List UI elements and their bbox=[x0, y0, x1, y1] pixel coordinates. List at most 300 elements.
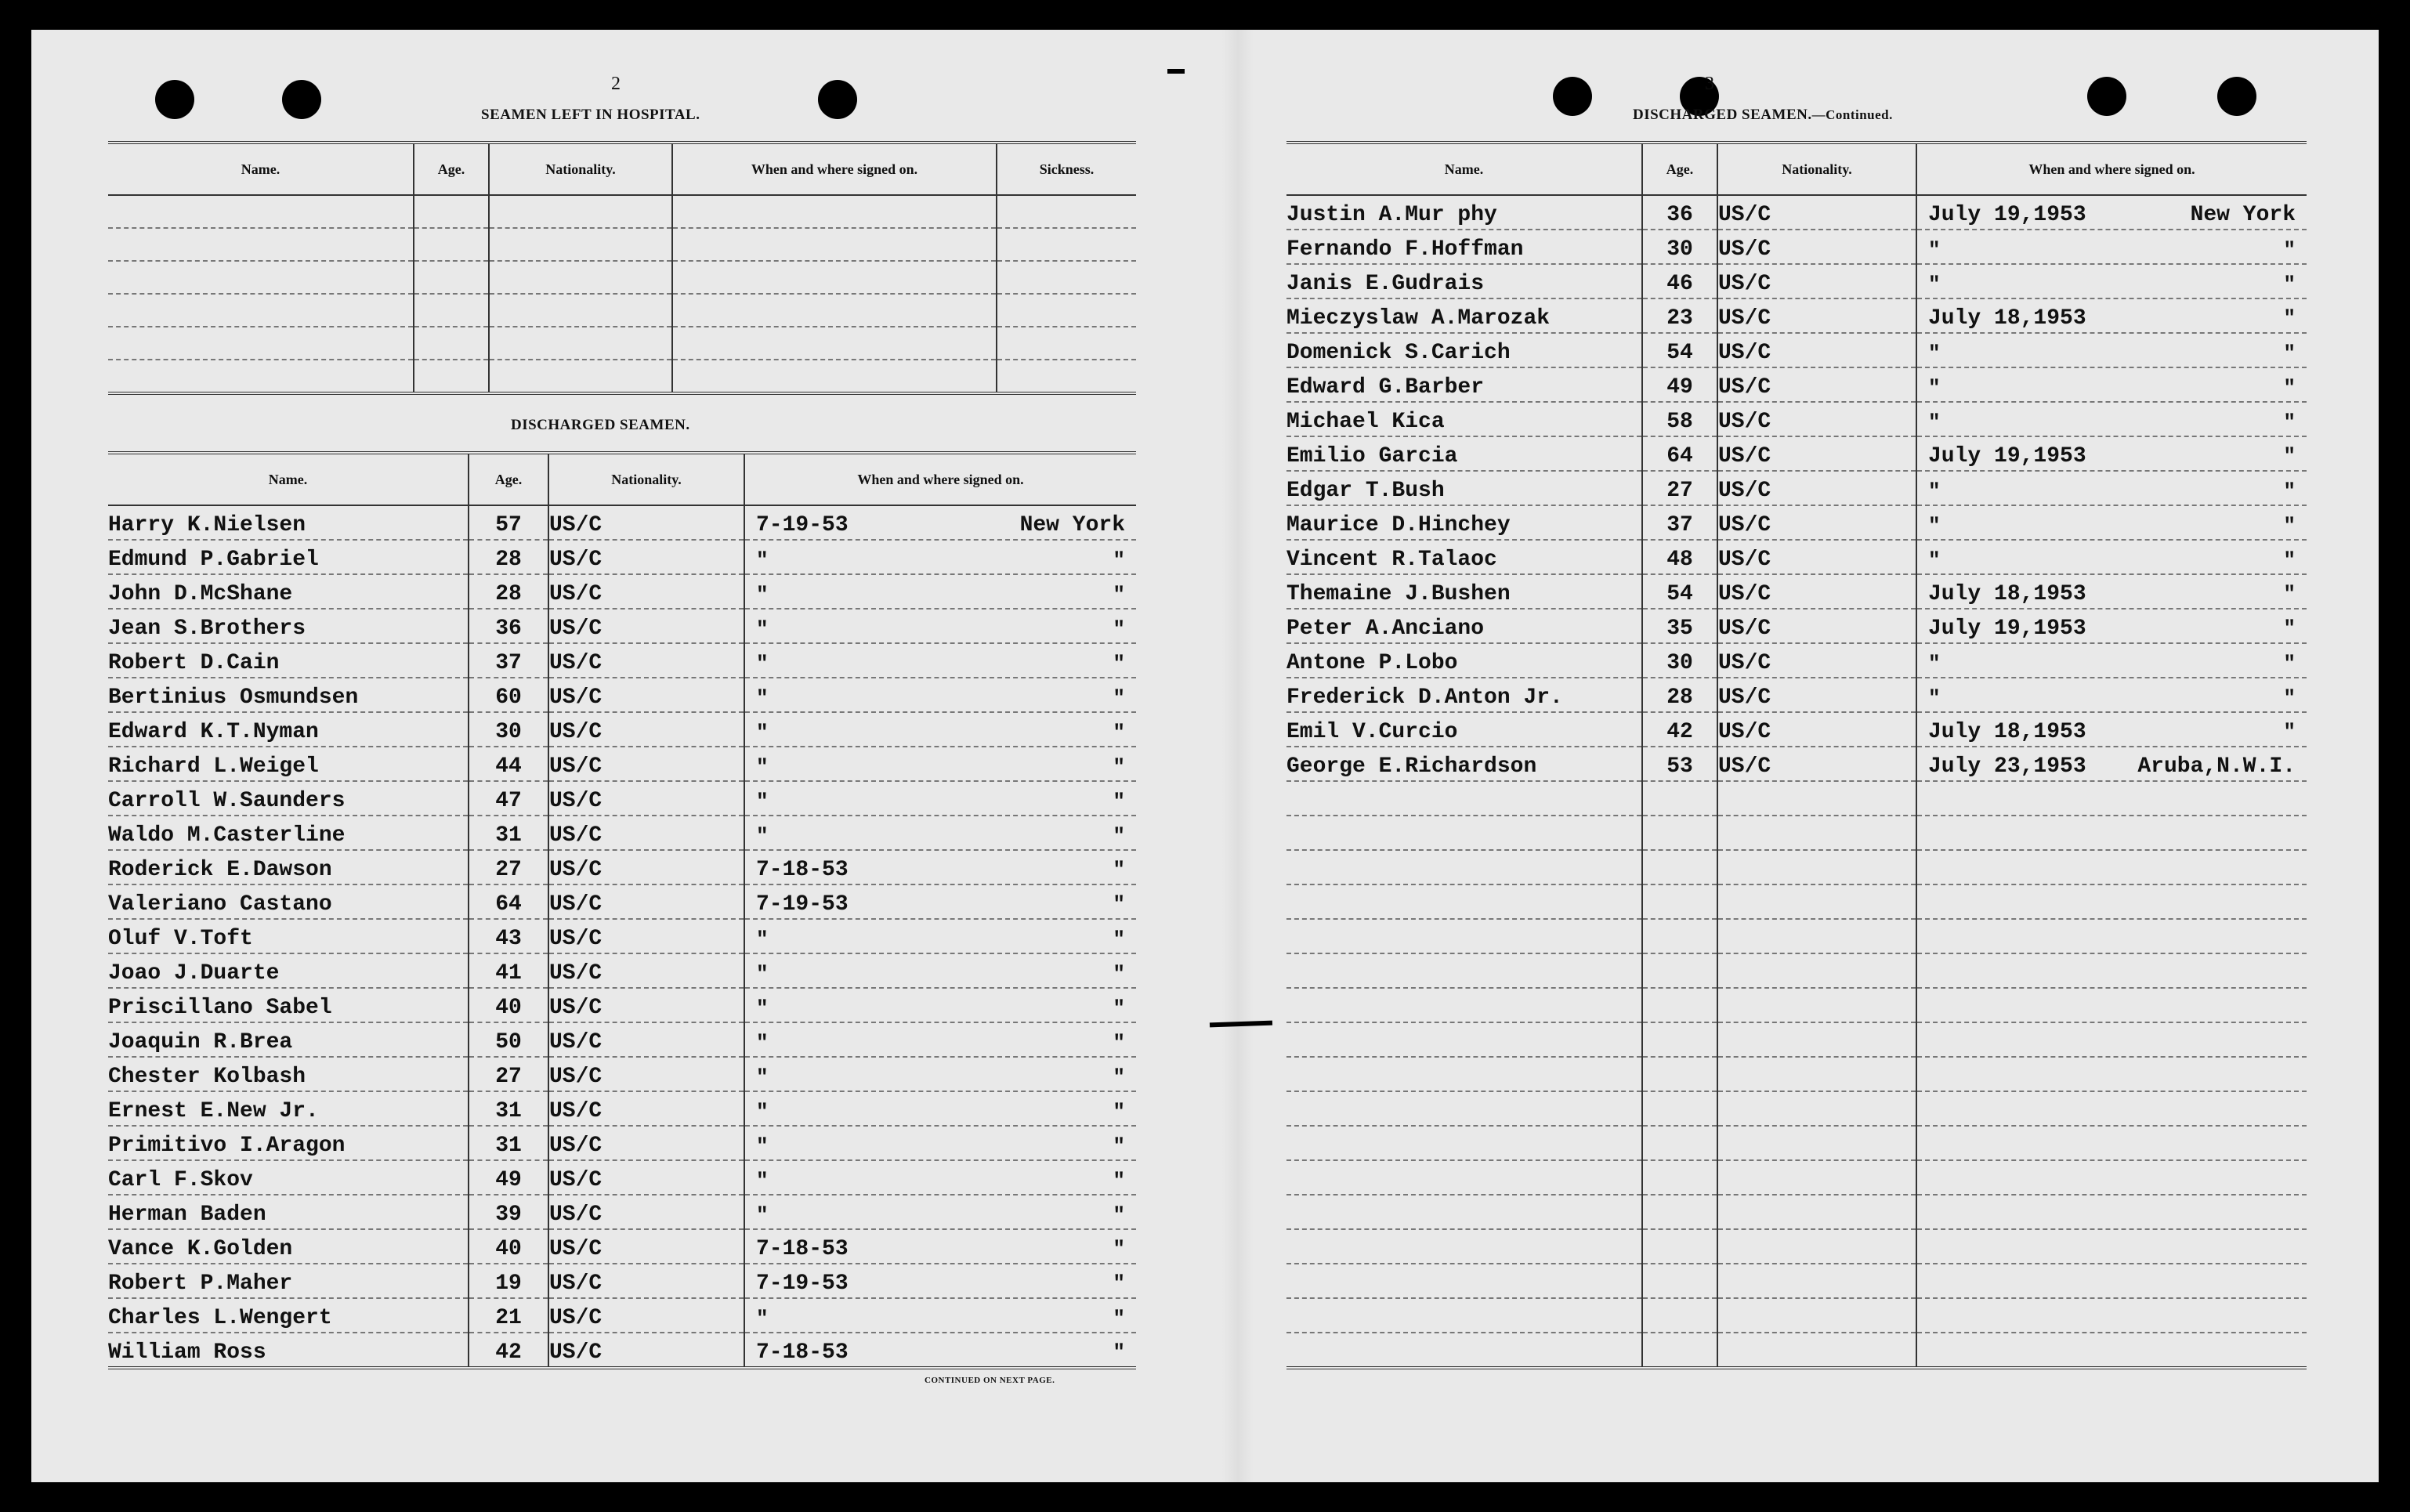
table-row bbox=[1286, 230, 2307, 264]
seaman-nationality bbox=[1717, 298, 1916, 333]
table-row bbox=[108, 360, 1136, 393]
column-header: Nationality. bbox=[489, 143, 672, 195]
seaman-nationality-text: US/C bbox=[549, 1099, 602, 1123]
seaman-name-text: Roderick E.Dawson bbox=[108, 858, 332, 882]
signed-date: " bbox=[1928, 686, 1941, 710]
signed-on-pair bbox=[1917, 444, 2307, 470]
table-row bbox=[1286, 850, 2307, 884]
table-row bbox=[108, 712, 1136, 747]
empty-cell bbox=[1916, 884, 2307, 919]
signed-on-pair bbox=[1917, 479, 2307, 505]
empty-cell bbox=[1642, 1195, 1717, 1229]
empty-cell bbox=[1916, 1022, 2307, 1057]
seaman-name-text: Charles L.Wengert bbox=[108, 1306, 332, 1330]
signed-place: " bbox=[2283, 444, 2296, 468]
seaman-age bbox=[469, 574, 548, 609]
signed-on-pair bbox=[1917, 686, 2307, 711]
page-fold bbox=[1222, 30, 1254, 1482]
seaman-nationality bbox=[548, 1264, 744, 1298]
signed-place: " bbox=[1113, 652, 1125, 675]
seaman-nationality bbox=[1717, 747, 1916, 781]
signed-date: " bbox=[756, 755, 769, 779]
signed-date: " bbox=[756, 1203, 769, 1227]
empty-cell bbox=[414, 195, 489, 228]
seaman-name-text: Mieczyslaw A.Marozak bbox=[1286, 306, 1551, 331]
signed-date: " bbox=[1928, 514, 1941, 537]
seaman-name bbox=[108, 643, 469, 678]
signed-on-cell bbox=[1916, 195, 2307, 230]
signed-on-cell bbox=[744, 609, 1136, 643]
empty-cell bbox=[1916, 1264, 2307, 1298]
seaman-age bbox=[1642, 609, 1717, 643]
punch-hole bbox=[2087, 77, 2126, 116]
seaman-name bbox=[1286, 712, 1642, 747]
seaman-nationality-text: US/C bbox=[549, 1306, 602, 1330]
seaman-name-text: Themaine J.Bushen bbox=[1286, 582, 1511, 606]
empty-cell bbox=[1286, 884, 1642, 919]
column-header: Sickness. bbox=[997, 143, 1136, 195]
seaman-nationality bbox=[548, 781, 744, 816]
seaman-age bbox=[469, 953, 548, 988]
table-row bbox=[108, 228, 1136, 261]
signed-on-pair bbox=[1917, 306, 2307, 332]
seaman-name-text: Edmund P.Gabriel bbox=[108, 548, 319, 572]
empty-cell bbox=[1642, 1264, 1717, 1298]
signed-date: " bbox=[756, 686, 769, 710]
seaman-name bbox=[108, 1298, 469, 1333]
seaman-name bbox=[1286, 195, 1642, 230]
signed-on-pair bbox=[745, 617, 1136, 642]
seaman-age bbox=[469, 505, 548, 540]
empty-cell bbox=[1916, 1126, 2307, 1160]
table-row bbox=[1286, 505, 2307, 540]
empty-cell bbox=[489, 294, 672, 327]
signed-date: July 18,1953 bbox=[1928, 582, 2086, 606]
empty-cell bbox=[1286, 1022, 1642, 1057]
column-header: Name. bbox=[1286, 143, 1642, 195]
seaman-nationality bbox=[1717, 436, 1916, 471]
empty-cell bbox=[1717, 988, 1916, 1022]
signed-on-pair bbox=[1917, 238, 2307, 263]
seaman-nationality bbox=[548, 850, 744, 884]
signed-on-cell bbox=[744, 816, 1136, 850]
seaman-age-text: 57 bbox=[495, 513, 522, 537]
seaman-age bbox=[469, 643, 548, 678]
empty-cell bbox=[997, 195, 1136, 228]
table-row bbox=[1286, 1195, 2307, 1229]
empty-cell bbox=[672, 261, 997, 294]
seaman-nationality-text: US/C bbox=[1718, 617, 1771, 641]
seaman-age-text: 46 bbox=[1666, 272, 1693, 296]
empty-cell bbox=[1642, 1160, 1717, 1195]
empty-cell bbox=[1286, 1298, 1642, 1333]
signed-on-cell bbox=[1916, 747, 2307, 781]
signed-on-cell bbox=[1916, 402, 2307, 436]
table-row bbox=[1286, 781, 2307, 816]
signed-place: " bbox=[2283, 720, 2296, 743]
signed-on-pair bbox=[1917, 273, 2307, 298]
seaman-age bbox=[1642, 643, 1717, 678]
signed-place: " bbox=[2283, 617, 2296, 640]
signed-place: " bbox=[1113, 755, 1125, 779]
empty-cell bbox=[672, 228, 997, 261]
empty-cell bbox=[1717, 1195, 1916, 1229]
seaman-age-text: 64 bbox=[495, 892, 522, 917]
table-row bbox=[1286, 1091, 2307, 1126]
empty-cell bbox=[1717, 1264, 1916, 1298]
empty-cell bbox=[414, 327, 489, 360]
seaman-name bbox=[108, 953, 469, 988]
seaman-name bbox=[108, 1057, 469, 1091]
table-row bbox=[108, 816, 1136, 850]
empty-cell bbox=[1286, 919, 1642, 953]
seaman-age bbox=[469, 1091, 548, 1126]
empty-cell bbox=[1286, 988, 1642, 1022]
signed-on-pair bbox=[1917, 342, 2307, 367]
seaman-nationality-text: US/C bbox=[549, 1340, 602, 1365]
seaman-age bbox=[1642, 540, 1717, 574]
empty-cell bbox=[1717, 953, 1916, 988]
empty-cell bbox=[414, 294, 489, 327]
signed-on-cell bbox=[744, 884, 1136, 919]
seaman-age-text: 42 bbox=[495, 1340, 522, 1365]
seaman-age bbox=[469, 816, 548, 850]
seaman-age bbox=[1642, 471, 1717, 505]
empty-cell bbox=[108, 327, 414, 360]
column-header: Age. bbox=[469, 453, 548, 505]
seaman-age-text: 40 bbox=[495, 996, 522, 1020]
seaman-nationality-text: US/C bbox=[1718, 237, 1771, 262]
signed-on-cell bbox=[744, 850, 1136, 884]
seaman-nationality bbox=[548, 1229, 744, 1264]
seaman-name bbox=[1286, 678, 1642, 712]
signed-date: July 19,1953 bbox=[1928, 444, 2086, 468]
empty-cell bbox=[108, 261, 414, 294]
signed-place: " bbox=[1113, 997, 1125, 1020]
seaman-name bbox=[108, 1091, 469, 1126]
seaman-nationality-text: US/C bbox=[549, 892, 602, 917]
seaman-name bbox=[1286, 574, 1642, 609]
table-row bbox=[108, 988, 1136, 1022]
empty-cell bbox=[1717, 781, 1916, 816]
table-row bbox=[1286, 1264, 2307, 1298]
table-row bbox=[1286, 264, 2307, 298]
table-row bbox=[108, 540, 1136, 574]
empty-cell bbox=[1642, 919, 1717, 953]
signed-place: " bbox=[1113, 1307, 1125, 1330]
signed-place: " bbox=[1113, 790, 1125, 813]
signed-date: July 19,1953 bbox=[1928, 617, 2086, 641]
seaman-nationality-text: US/C bbox=[549, 789, 602, 813]
seaman-name-text: Carl F.Skov bbox=[108, 1168, 253, 1192]
seaman-nationality-text: US/C bbox=[549, 1134, 602, 1158]
signed-on-cell bbox=[1916, 436, 2307, 471]
seaman-nationality-text: US/C bbox=[549, 720, 602, 744]
empty-cell bbox=[1717, 1160, 1916, 1195]
signed-on-pair bbox=[1917, 617, 2307, 642]
signed-place: Aruba,N.W.I. bbox=[2137, 754, 2296, 779]
table-row bbox=[108, 678, 1136, 712]
seaman-nationality bbox=[1717, 402, 1916, 436]
empty-cell bbox=[489, 261, 672, 294]
seaman-age-text: 31 bbox=[495, 823, 522, 848]
table-row bbox=[108, 747, 1136, 781]
seaman-age bbox=[469, 988, 548, 1022]
table-row bbox=[108, 1229, 1136, 1264]
seaman-name-text: Frederick D.Anton Jr. bbox=[1286, 685, 1563, 710]
seaman-age-text: 53 bbox=[1666, 754, 1693, 779]
seaman-nationality-text: US/C bbox=[1718, 548, 1771, 572]
seaman-name bbox=[108, 712, 469, 747]
signed-on-pair bbox=[745, 721, 1136, 746]
signed-date: 7-19-53 bbox=[756, 513, 849, 537]
seaman-name bbox=[108, 574, 469, 609]
seaman-nationality bbox=[548, 953, 744, 988]
seaman-nationality bbox=[1717, 540, 1916, 574]
seaman-name-text: Fernando F.Hoffman bbox=[1286, 237, 1524, 262]
seaman-name bbox=[1286, 505, 1642, 540]
seaman-name-text: Maurice D.Hinchey bbox=[1286, 513, 1511, 537]
signed-on-pair bbox=[745, 928, 1136, 953]
seaman-name-text: Ernest E.New Jr. bbox=[108, 1099, 319, 1123]
seaman-age bbox=[469, 1160, 548, 1195]
seaman-age bbox=[1642, 574, 1717, 609]
signed-place: New York bbox=[2190, 203, 2296, 227]
column-header: Nationality. bbox=[548, 453, 744, 505]
signed-on-cell bbox=[1916, 471, 2307, 505]
table-row bbox=[1286, 816, 2307, 850]
seaman-age-text: 40 bbox=[495, 1237, 522, 1261]
seaman-nationality-text: US/C bbox=[549, 513, 602, 537]
seaman-name-text: Valeriano Castano bbox=[108, 892, 332, 917]
signed-on-pair bbox=[1917, 376, 2307, 401]
seaman-nationality-text: US/C bbox=[549, 617, 602, 641]
seaman-name bbox=[108, 1195, 469, 1229]
discharged-continued-title bbox=[1633, 107, 1893, 124]
signed-date: " bbox=[1928, 411, 1941, 434]
seaman-nationality bbox=[548, 884, 744, 919]
seaman-age bbox=[469, 1195, 548, 1229]
seaman-nationality bbox=[1717, 712, 1916, 747]
seaman-nationality-text: US/C bbox=[549, 582, 602, 606]
seaman-nationality bbox=[548, 988, 744, 1022]
empty-cell bbox=[108, 360, 414, 393]
signed-on-cell bbox=[744, 712, 1136, 747]
signed-date: July 18,1953 bbox=[1928, 720, 2086, 744]
signed-date: 7-18-53 bbox=[756, 1340, 849, 1365]
empty-cell bbox=[1286, 850, 1642, 884]
seaman-nationality-text: US/C bbox=[549, 1168, 602, 1192]
seaman-name bbox=[108, 919, 469, 953]
seaman-nationality bbox=[1717, 195, 1916, 230]
seaman-age bbox=[1642, 264, 1717, 298]
empty-cell bbox=[1717, 850, 1916, 884]
signed-on-pair bbox=[745, 1100, 1136, 1125]
seaman-name bbox=[108, 884, 469, 919]
empty-cell bbox=[1717, 1333, 1916, 1368]
empty-cell bbox=[1286, 1160, 1642, 1195]
punch-hole bbox=[1553, 77, 1592, 116]
signed-on-pair bbox=[745, 1307, 1136, 1332]
seaman-name-text: Joao J.Duarte bbox=[108, 961, 280, 986]
seaman-age-text: 27 bbox=[495, 1065, 522, 1089]
seaman-nationality bbox=[548, 574, 744, 609]
seaman-age bbox=[469, 609, 548, 643]
seaman-name bbox=[1286, 643, 1642, 678]
signed-date: " bbox=[756, 1169, 769, 1192]
seaman-age-text: 30 bbox=[495, 720, 522, 744]
seaman-nationality bbox=[1717, 609, 1916, 643]
signed-on-cell bbox=[744, 1091, 1136, 1126]
signed-place: " bbox=[2283, 411, 2296, 434]
signed-on-cell bbox=[744, 988, 1136, 1022]
discharged-section-title: DISCHARGED SEAMEN. bbox=[511, 417, 690, 433]
seaman-name bbox=[1286, 298, 1642, 333]
seaman-nationality-text: US/C bbox=[1718, 582, 1771, 606]
punch-hole bbox=[155, 80, 194, 119]
empty-cell bbox=[1717, 1057, 1916, 1091]
seaman-nationality bbox=[1717, 333, 1916, 367]
signed-place: " bbox=[2283, 686, 2296, 710]
signed-place: " bbox=[2283, 652, 2296, 675]
table-row bbox=[1286, 884, 2307, 919]
empty-cell bbox=[997, 261, 1136, 294]
seaman-age bbox=[1642, 436, 1717, 471]
empty-cell bbox=[1642, 988, 1717, 1022]
table-row bbox=[108, 1091, 1136, 1126]
empty-cell bbox=[1717, 1229, 1916, 1264]
table-row bbox=[108, 1160, 1136, 1195]
empty-cell bbox=[1717, 1091, 1916, 1126]
seaman-name bbox=[1286, 402, 1642, 436]
seaman-age bbox=[469, 1298, 548, 1333]
seaman-nationality-text: US/C bbox=[549, 548, 602, 572]
empty-cell bbox=[1286, 1057, 1642, 1091]
signed-place: " bbox=[1113, 1271, 1125, 1295]
empty-cell bbox=[1916, 1195, 2307, 1229]
empty-cell bbox=[997, 228, 1136, 261]
table-row bbox=[108, 195, 1136, 228]
empty-cell bbox=[489, 327, 672, 360]
seaman-age bbox=[469, 1229, 548, 1264]
seaman-age-text: 19 bbox=[495, 1271, 522, 1296]
punch-hole bbox=[282, 80, 321, 119]
seaman-name-text: Richard L.Weigel bbox=[108, 754, 319, 779]
seaman-age bbox=[469, 747, 548, 781]
seaman-age-text: 37 bbox=[1666, 513, 1693, 537]
table-row bbox=[1286, 712, 2307, 747]
signed-place: " bbox=[1113, 686, 1125, 710]
signed-on-cell bbox=[1916, 643, 2307, 678]
empty-cell bbox=[1642, 816, 1717, 850]
signed-on-cell bbox=[744, 747, 1136, 781]
seaman-name-text: Vincent R.Talaoc bbox=[1286, 548, 1497, 572]
seaman-nationality bbox=[1717, 471, 1916, 505]
signed-on-pair bbox=[1917, 754, 2307, 780]
empty-cell bbox=[1642, 1126, 1717, 1160]
seaman-age bbox=[469, 1264, 548, 1298]
seaman-name bbox=[108, 1126, 469, 1160]
table-row bbox=[1286, 1333, 2307, 1368]
seaman-nationality-text: US/C bbox=[549, 1065, 602, 1089]
seaman-age bbox=[469, 712, 548, 747]
signed-place: " bbox=[1113, 548, 1125, 572]
signed-date: " bbox=[756, 997, 769, 1020]
seaman-name-text: Chester Kolbash bbox=[108, 1065, 306, 1089]
empty-cell bbox=[1916, 953, 2307, 988]
empty-cell bbox=[414, 360, 489, 393]
table-row bbox=[1286, 1229, 2307, 1264]
table-row bbox=[108, 1022, 1136, 1057]
seaman-nationality-text: US/C bbox=[549, 685, 602, 710]
empty-cell bbox=[1717, 884, 1916, 919]
empty-cell bbox=[108, 195, 414, 228]
seaman-nationality-text: US/C bbox=[1718, 341, 1771, 365]
empty-cell bbox=[1286, 1229, 1642, 1264]
signed-on-pair bbox=[1917, 203, 2307, 229]
empty-cell bbox=[1642, 1298, 1717, 1333]
column-header: Name. bbox=[108, 143, 414, 195]
seaman-nationality-text: US/C bbox=[549, 651, 602, 675]
table-row bbox=[1286, 540, 2307, 574]
column-header: Name. bbox=[108, 453, 469, 505]
seaman-name bbox=[108, 988, 469, 1022]
table-row bbox=[1286, 747, 2307, 781]
seaman-age-text: 30 bbox=[1666, 237, 1693, 262]
seaman-nationality bbox=[548, 1195, 744, 1229]
seaman-age-text: 21 bbox=[495, 1306, 522, 1330]
signed-place: " bbox=[2283, 582, 2296, 606]
empty-cell bbox=[1916, 1298, 2307, 1333]
column-header: When and where signed on. bbox=[672, 143, 997, 195]
seaman-age bbox=[469, 919, 548, 953]
signed-place: " bbox=[1113, 858, 1125, 881]
seaman-age-text: 31 bbox=[495, 1099, 522, 1123]
seaman-nationality-text: US/C bbox=[549, 1271, 602, 1296]
signed-place: " bbox=[1113, 892, 1125, 916]
punch-hole bbox=[2217, 77, 2256, 116]
seaman-name-text: Joaquin R.Brea bbox=[108, 1030, 293, 1054]
signed-date: " bbox=[756, 583, 769, 606]
signed-date: " bbox=[1928, 342, 1941, 365]
continued-note: CONTINUED ON NEXT PAGE. bbox=[925, 1376, 1055, 1385]
seaman-nationality bbox=[548, 816, 744, 850]
seaman-name-text: Oluf V.Toft bbox=[108, 927, 253, 951]
seaman-age bbox=[1642, 195, 1717, 230]
table-row bbox=[108, 1057, 1136, 1091]
empty-cell bbox=[1916, 1160, 2307, 1195]
discharged-table-right bbox=[1286, 141, 2307, 1369]
table-row bbox=[108, 1126, 1136, 1160]
empty-cell bbox=[1642, 1229, 1717, 1264]
seaman-nationality-text: US/C bbox=[1718, 410, 1771, 434]
seaman-nationality bbox=[548, 1091, 744, 1126]
seaman-name bbox=[1286, 436, 1642, 471]
seaman-nationality bbox=[548, 1022, 744, 1057]
seaman-age-text: 28 bbox=[495, 582, 522, 606]
table-row bbox=[1286, 643, 2307, 678]
seaman-age-text: 58 bbox=[1666, 410, 1693, 434]
empty-cell bbox=[1916, 919, 2307, 953]
signed-on-cell bbox=[1916, 264, 2307, 298]
seaman-nationality bbox=[548, 1160, 744, 1195]
seaman-name-text: John D.McShane bbox=[108, 582, 293, 606]
signed-on-cell bbox=[744, 574, 1136, 609]
seaman-age bbox=[469, 1057, 548, 1091]
signed-on-pair bbox=[745, 1340, 1136, 1366]
signed-place: " bbox=[1113, 583, 1125, 606]
signed-place: " bbox=[1113, 962, 1125, 986]
